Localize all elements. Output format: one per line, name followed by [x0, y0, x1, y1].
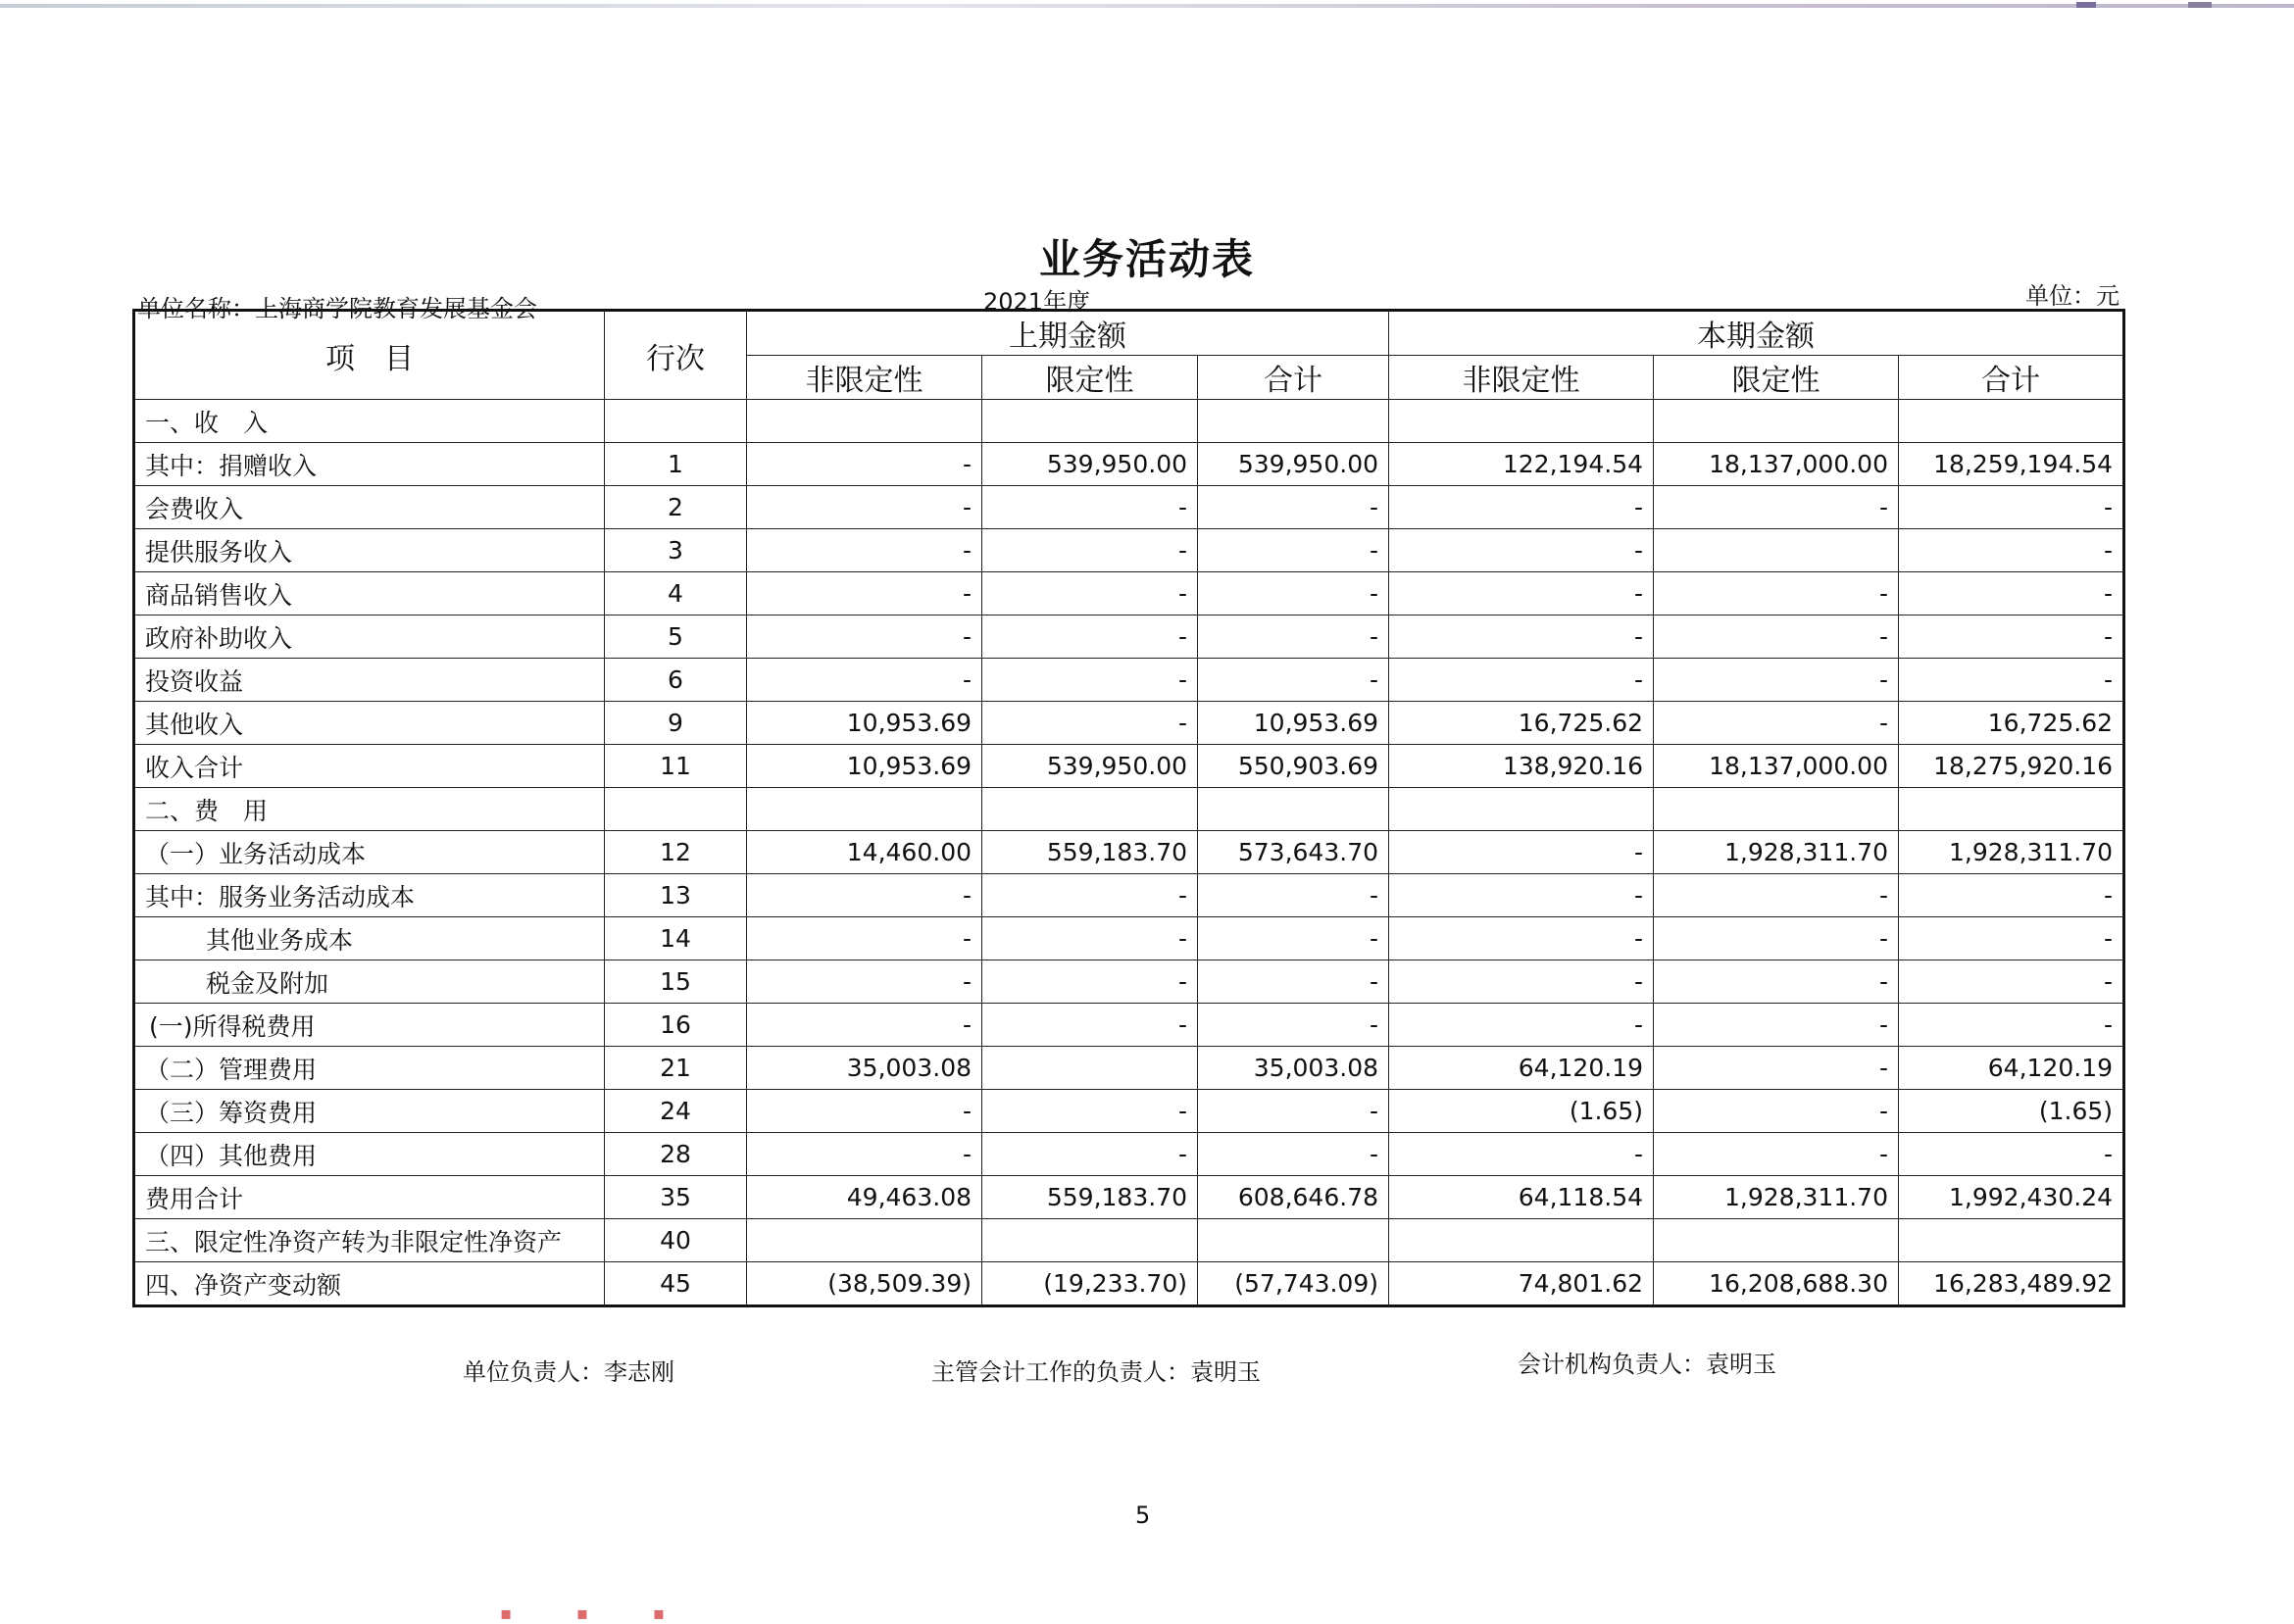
amount-cell: - [982, 615, 1198, 659]
amount-cell: 35,003.08 [747, 1047, 982, 1090]
amount-cell: 122,194.54 [1389, 443, 1654, 486]
amount-cell [1899, 788, 2124, 831]
amount-cell: - [1654, 960, 1899, 1004]
amount-cell: 10,953.69 [747, 745, 982, 788]
amount-cell: - [1198, 960, 1389, 1004]
amount-cell: - [1899, 1004, 2124, 1047]
amount-cell: 559,183.70 [982, 1176, 1198, 1219]
row-item-label: 四、净资产变动额 [134, 1262, 605, 1306]
amount-cell: - [1654, 1004, 1899, 1047]
amount-cell [1654, 400, 1899, 443]
amount-cell: - [1389, 874, 1654, 917]
amount-cell: - [747, 917, 982, 960]
row-item-label: 提供服务收入 [134, 529, 605, 572]
currency-unit: 单位：元 [2025, 282, 2119, 310]
amount-cell: - [747, 615, 982, 659]
amount-cell: - [1654, 659, 1899, 702]
amount-cell: - [747, 572, 982, 615]
page-title: 业务活动表 [1038, 235, 1255, 283]
row-line-number: 5 [605, 615, 747, 659]
row-line-number: 3 [605, 529, 747, 572]
row-item-label: 商品销售收入 [134, 572, 605, 615]
table-row [134, 1262, 2124, 1306]
row-line-number: 11 [605, 745, 747, 788]
amount-cell: 64,118.54 [1389, 1176, 1654, 1219]
amount-cell: - [1198, 874, 1389, 917]
table-row [134, 572, 2124, 615]
row-item-label: 二、费 用 [134, 788, 605, 831]
amount-cell [747, 400, 982, 443]
table-row [134, 745, 2124, 788]
table-row [134, 1004, 2124, 1047]
amount-cell [1899, 1219, 2124, 1262]
row-line-number: 40 [605, 1219, 747, 1262]
amount-cell: 16,725.62 [1389, 702, 1654, 745]
row-item-label: （三）筹资费用 [134, 1090, 605, 1133]
amount-cell: (1.65) [1389, 1090, 1654, 1133]
scan-mark [2076, 2, 2096, 8]
amount-cell: - [747, 659, 982, 702]
amount-cell: 18,259,194.54 [1899, 443, 2124, 486]
amount-cell [747, 1219, 982, 1262]
amount-cell: 608,646.78 [1198, 1176, 1389, 1219]
row-line-number: 4 [605, 572, 747, 615]
amount-cell: - [747, 486, 982, 529]
row-item-label: （四）其他费用 [134, 1133, 605, 1176]
row-item-label: 一、收 入 [134, 400, 605, 443]
amount-cell: - [1198, 1004, 1389, 1047]
amount-cell [982, 400, 1198, 443]
row-line-number: 6 [605, 659, 747, 702]
amount-cell: - [747, 960, 982, 1004]
table-row [134, 917, 2124, 960]
amount-cell: - [1899, 486, 2124, 529]
amount-cell [747, 788, 982, 831]
amount-cell [1198, 1219, 1389, 1262]
table-row [134, 615, 2124, 659]
table-row [134, 443, 2124, 486]
row-line-number: 2 [605, 486, 747, 529]
table-row [134, 400, 2124, 443]
amount-cell: - [1198, 615, 1389, 659]
row-line-number [605, 788, 747, 831]
amount-cell [1654, 1219, 1899, 1262]
amount-cell: 16,725.62 [1899, 702, 2124, 745]
table-row [134, 1090, 2124, 1133]
amount-cell: 49,463.08 [747, 1176, 982, 1219]
amount-cell: (38,509.39) [747, 1262, 982, 1306]
amount-cell: - [1389, 831, 1654, 874]
amount-cell: - [1198, 1133, 1389, 1176]
amount-cell: - [982, 529, 1198, 572]
row-line-number: 35 [605, 1176, 747, 1219]
row-line-number: 12 [605, 831, 747, 874]
table-row [134, 659, 2124, 702]
amount-cell: - [982, 1090, 1198, 1133]
amount-cell: 16,208,688.30 [1654, 1262, 1899, 1306]
amount-cell: 1,928,311.70 [1654, 831, 1899, 874]
table-row [134, 1047, 2124, 1090]
amount-cell: - [1198, 659, 1389, 702]
amount-cell: - [747, 874, 982, 917]
amount-cell: - [1198, 572, 1389, 615]
unit-head-signature: 单位负责人：李志刚 [463, 1358, 674, 1386]
table-row [134, 831, 2124, 874]
row-line-number [605, 400, 747, 443]
row-line-number: 1 [605, 443, 747, 486]
table-row [134, 702, 2124, 745]
amount-cell: - [982, 1004, 1198, 1047]
header-restricted: 限定性 [982, 356, 1198, 400]
table-row [134, 1133, 2124, 1176]
amount-cell: - [1389, 572, 1654, 615]
header-line-no: 行次 [605, 311, 747, 400]
row-item-label: 费用合计 [134, 1176, 605, 1219]
amount-cell: - [1654, 572, 1899, 615]
row-line-number: 45 [605, 1262, 747, 1306]
amount-cell: 539,950.00 [982, 443, 1198, 486]
amount-cell: - [982, 702, 1198, 745]
amount-cell: - [1389, 917, 1654, 960]
amount-cell: 10,953.69 [1198, 702, 1389, 745]
amount-cell: - [1899, 874, 2124, 917]
amount-cell: - [982, 486, 1198, 529]
row-line-number: 21 [605, 1047, 747, 1090]
amount-cell: - [747, 443, 982, 486]
amount-cell [982, 788, 1198, 831]
amount-cell: - [1899, 659, 2124, 702]
amount-cell [1198, 400, 1389, 443]
header-total: 合计 [1198, 356, 1389, 400]
amount-cell: 74,801.62 [1389, 1262, 1654, 1306]
amount-cell: - [1198, 917, 1389, 960]
amount-cell [982, 1047, 1198, 1090]
amount-cell: - [1198, 529, 1389, 572]
amount-cell: - [1389, 1004, 1654, 1047]
amount-cell: 35,003.08 [1198, 1047, 1389, 1090]
amount-cell: - [1198, 486, 1389, 529]
amount-cell [1654, 788, 1899, 831]
scan-top-edge [0, 4, 2294, 8]
row-line-number: 15 [605, 960, 747, 1004]
amount-cell [1654, 529, 1899, 572]
amount-cell: - [1899, 1133, 2124, 1176]
row-item-label: 其中：捐赠收入 [134, 443, 605, 486]
amount-cell: (1.65) [1899, 1090, 2124, 1133]
amount-cell: - [1654, 1133, 1899, 1176]
amount-cell: 16,283,489.92 [1899, 1262, 2124, 1306]
amount-cell: - [747, 529, 982, 572]
amount-cell: - [1654, 1047, 1899, 1090]
header-item: 项 目 [134, 311, 605, 400]
amount-cell: 559,183.70 [982, 831, 1198, 874]
amount-cell: - [1389, 486, 1654, 529]
amount-cell: - [982, 917, 1198, 960]
amount-cell [1899, 400, 2124, 443]
amount-cell: - [1899, 917, 2124, 960]
amount-cell: - [1654, 486, 1899, 529]
amount-cell [1198, 788, 1389, 831]
table-row [134, 1176, 2124, 1219]
accounting-org-head-signature: 会计机构负责人：袁明玉 [1518, 1351, 1776, 1378]
header-prior-period: 上期金额 [747, 311, 1389, 356]
table-row [134, 960, 2124, 1004]
header-restricted: 限定性 [1654, 356, 1899, 400]
row-line-number: 14 [605, 917, 747, 960]
amount-cell: 1,928,311.70 [1899, 831, 2124, 874]
row-item-label: 其他收入 [134, 702, 605, 745]
table-row [134, 874, 2124, 917]
amount-cell: 64,120.19 [1899, 1047, 2124, 1090]
row-line-number: 9 [605, 702, 747, 745]
row-item-label: 其他业务成本 [134, 917, 605, 960]
amount-cell: - [747, 1090, 982, 1133]
header-unrestricted: 非限定性 [747, 356, 982, 400]
report-period: 2021年度 [983, 288, 1091, 316]
amount-cell [1389, 400, 1654, 443]
amount-cell: - [982, 874, 1198, 917]
row-item-label: 三、限定性净资产转为非限定性净资产 [134, 1219, 605, 1262]
amount-cell: 539,950.00 [1198, 443, 1389, 486]
red-stamp-fragment: ▪ ▪ ▪ [500, 1603, 695, 1624]
amount-cell: 573,643.70 [1198, 831, 1389, 874]
amount-cell: 64,120.19 [1389, 1047, 1654, 1090]
amount-cell: - [1654, 615, 1899, 659]
business-activity-table [132, 309, 2125, 1307]
amount-cell: - [1654, 1090, 1899, 1133]
amount-cell: - [1389, 960, 1654, 1004]
row-item-label: 会费收入 [134, 486, 605, 529]
amount-cell: - [1389, 529, 1654, 572]
amount-cell: - [982, 1133, 1198, 1176]
amount-cell: 18,275,920.16 [1899, 745, 2124, 788]
header-total: 合计 [1899, 356, 2124, 400]
amount-cell [1389, 788, 1654, 831]
row-item-label: （二）管理费用 [134, 1047, 605, 1090]
row-item-label: 税金及附加 [134, 960, 605, 1004]
amount-cell: - [1654, 702, 1899, 745]
amount-cell: - [747, 1133, 982, 1176]
amount-cell: 14,460.00 [747, 831, 982, 874]
amount-cell: - [982, 659, 1198, 702]
row-item-label: (一)所得税费用 [134, 1004, 605, 1047]
amount-cell: - [1389, 659, 1654, 702]
amount-cell: 18,137,000.00 [1654, 745, 1899, 788]
amount-cell: 138,920.16 [1389, 745, 1654, 788]
amount-cell: - [747, 1004, 982, 1047]
organization-name: 单位名称：上海商学院教育发展基金会 [137, 295, 537, 322]
amount-cell [982, 1219, 1198, 1262]
amount-cell: - [1899, 960, 2124, 1004]
table-row [134, 529, 2124, 572]
accounting-head-signature: 主管会计工作的负责人：袁明玉 [931, 1358, 1261, 1386]
row-line-number: 28 [605, 1133, 747, 1176]
table-row [134, 486, 2124, 529]
amount-cell: - [1654, 917, 1899, 960]
amount-cell: 1,928,311.70 [1654, 1176, 1899, 1219]
amount-cell: 550,903.69 [1198, 745, 1389, 788]
row-item-label: 投资收益 [134, 659, 605, 702]
row-line-number: 16 [605, 1004, 747, 1047]
amount-cell: - [1899, 615, 2124, 659]
amount-cell: - [982, 960, 1198, 1004]
amount-cell: 10,953.69 [747, 702, 982, 745]
page-number: 5 [1135, 1501, 1151, 1529]
row-item-label: （一）业务活动成本 [134, 831, 605, 874]
amount-cell: 18,137,000.00 [1654, 443, 1899, 486]
amount-cell: - [1899, 572, 2124, 615]
amount-cell: - [1654, 874, 1899, 917]
amount-cell [1389, 1219, 1654, 1262]
header-unrestricted: 非限定性 [1389, 356, 1654, 400]
table-body [134, 400, 2124, 1306]
amount-cell: 1,992,430.24 [1899, 1176, 2124, 1219]
amount-cell: (57,743.09) [1198, 1262, 1389, 1306]
amount-cell: 539,950.00 [982, 745, 1198, 788]
row-line-number: 24 [605, 1090, 747, 1133]
header-current-period: 本期金额 [1389, 311, 2124, 356]
amount-cell: - [1899, 529, 2124, 572]
scan-mark [2188, 2, 2212, 8]
row-item-label: 其中：服务业务活动成本 [134, 874, 605, 917]
row-item-label: 政府补助收入 [134, 615, 605, 659]
row-line-number: 13 [605, 874, 747, 917]
amount-cell: - [1198, 1090, 1389, 1133]
amount-cell: (19,233.70) [982, 1262, 1198, 1306]
amount-cell: - [1389, 615, 1654, 659]
row-item-label: 收入合计 [134, 745, 605, 788]
amount-cell: - [982, 572, 1198, 615]
table-row [134, 788, 2124, 831]
amount-cell: - [1389, 1133, 1654, 1176]
table-row [134, 1219, 2124, 1262]
